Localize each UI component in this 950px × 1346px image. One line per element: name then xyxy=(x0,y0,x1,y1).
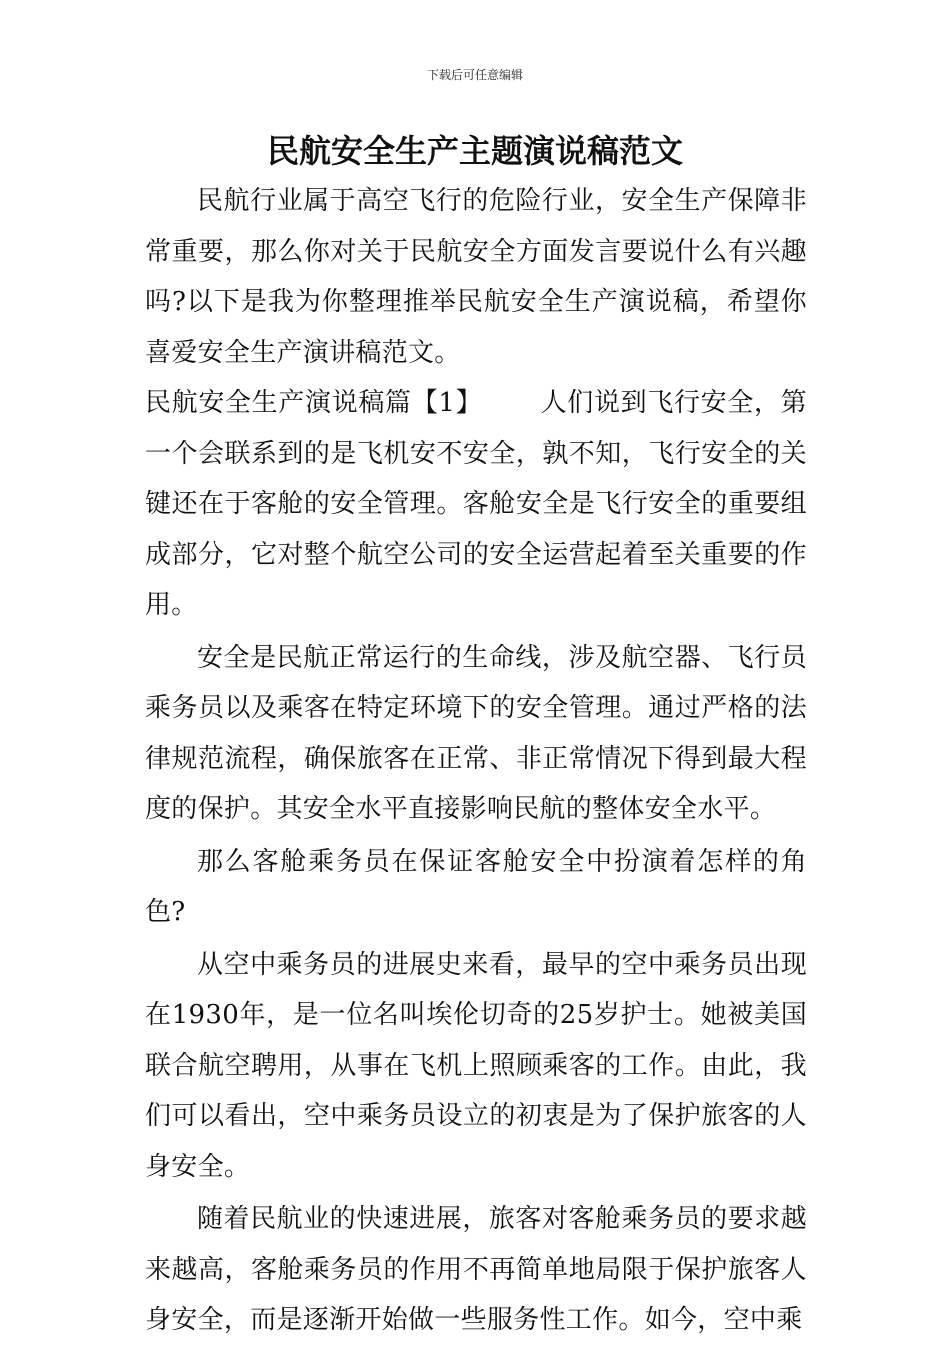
document-title: 民航安全生产主题演说稿范文 xyxy=(266,132,683,170)
body-paragraph: 安全是民航正常运行的生命线，涉及航空器、飞行员乘务员以及乘客在特定环境下的安全管理。通过严格的法律规范流程，确保旅客在正常、非正常情况下得到最大程度的保护。其安全水平直接影响民航的整体安全水平。 xyxy=(145,642,807,824)
body-paragraph: 那么客舱乘务员在保证客舱安全中扮演着怎样的角色? xyxy=(145,846,807,927)
document-body xyxy=(145,176,807,1346)
header-note: 下载后可任意编辑 xyxy=(426,68,523,82)
body-paragraph: 随着民航业的快速进展，旅客对客舱乘务员的要求越来越高，客舱乘务员的作用不再简单地局限于保护旅客人身安全，而是逐渐开始做一些服务性工作。如今，空中乘 xyxy=(145,1204,807,1335)
section-1-text: 人们说到飞行安全，第一个会联系到的是飞机安不安全，孰不知，飞行安全的关键还在于客舱的安全管理。客舱安全是飞行安全的重要组成部分，它对整个航空公司的安全运营起着至关重要的作用。 xyxy=(145,388,807,620)
section-1-paragraph xyxy=(145,378,807,631)
intro-paragraph: 民航行业属于高空飞行的危险行业，安全生产保障非常重要，那么你对关于民航安全方面发言要说什么有兴趣吗?以下是我为你整理推举民航安全生产演说稿，希望你喜爱安全生产演讲稿范文。 xyxy=(145,186,807,368)
body-paragraph: 从空中乘务员的进展史来看，最早的空中乘务员出现在1930年，是一位名叫埃伦切奇的25岁护士。她被美国联合航空聘用，从事在飞机上照顾乘客的工作。由此，我们可以看出，空中乘务员设立的初衷是为了保护旅客的人身安全。 xyxy=(145,949,807,1182)
section-1-heading: 民航安全生产演说稿篇【1】 xyxy=(145,388,483,418)
